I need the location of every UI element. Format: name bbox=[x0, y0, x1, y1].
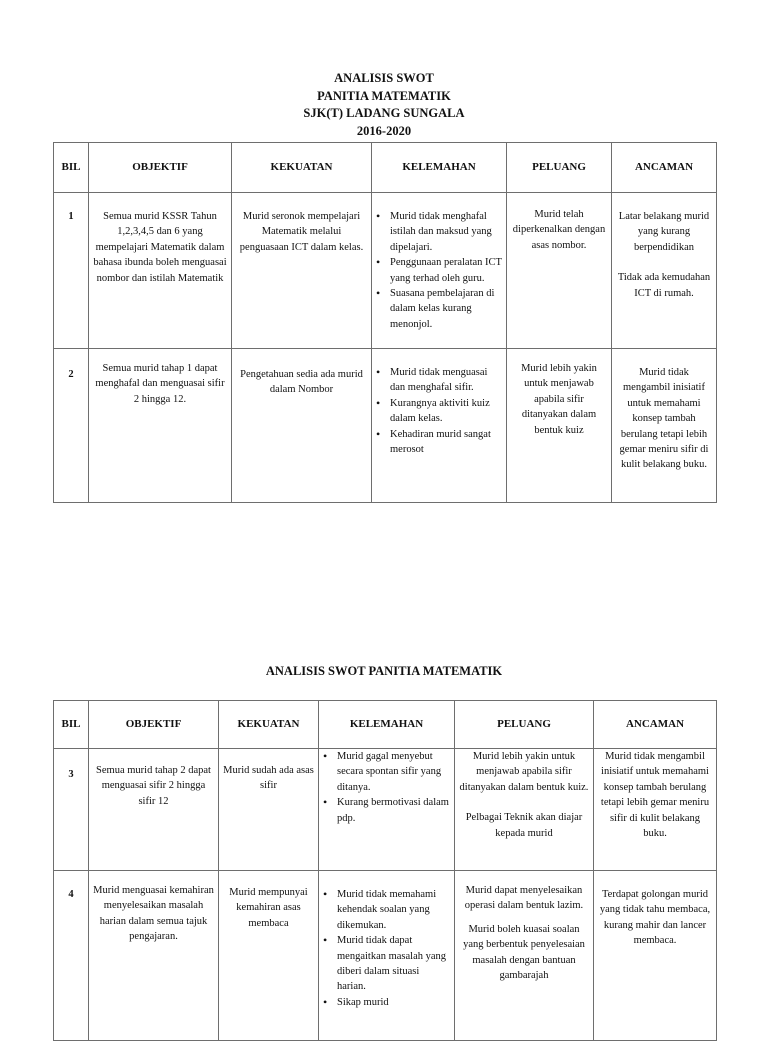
header-row bbox=[54, 701, 717, 749]
title-line: 2016-2020 bbox=[356, 123, 412, 138]
table-row bbox=[54, 193, 717, 349]
title-line: SJK(T) LADANG SUNGALA bbox=[303, 106, 465, 120]
ancaman-text: Latar belakang murid yang kurang berpendidikan bbox=[618, 211, 710, 253]
cell-objektif: Semua murid KSSR Tahun 1,2,3,4,5 dan 6 yang mempelajari Matematik dalam bahasa ibunda boleh menguasai nombor dan istilah Matematik bbox=[89, 193, 232, 349]
cell-ancaman bbox=[612, 193, 717, 349]
title-line: PANITIA MATEMATIK bbox=[317, 88, 451, 103]
table-row bbox=[54, 749, 717, 871]
header-kekuatan: KEKUATAN bbox=[232, 143, 372, 193]
cell-kekuatan: Murid mempunyai kemahiran asas membaca bbox=[219, 871, 319, 1041]
list-item: • Murid tidak menghafal istilah dan maksud yang dipelajari. bbox=[390, 209, 502, 255]
list-item: • Sikap murid bbox=[337, 995, 450, 1010]
section-title: ANALISIS SWOT PANITIA MATEMATIK bbox=[265, 664, 503, 678]
swot-table-2 bbox=[53, 700, 717, 1041]
title-line: ANALISIS SWOT bbox=[334, 71, 434, 85]
header-kekuatan: KEKUATAN bbox=[219, 701, 319, 749]
document-title-block bbox=[0, 70, 768, 140]
cell-kelemahan bbox=[319, 749, 455, 871]
list-item: • Murid tidak menguasai dan menghafal sifir. bbox=[390, 365, 502, 396]
list-item: • Kurangnya aktiviti kuiz dalam kelas. bbox=[390, 396, 502, 427]
cell-kekuatan: Pengetahuan sedia ada murid dalam Nombor bbox=[232, 349, 372, 503]
cell-bil: 4 bbox=[54, 871, 89, 1041]
peluang-text: Pelbagai Teknik akan diajar kepada murid bbox=[465, 812, 583, 839]
peluang-text: Murid boleh kuasai soalan yang berbentuk penyelesaian masalah dengan bantuan gambarajah bbox=[463, 923, 585, 982]
cell-kekuatan: Murid seronok mempelajari Matematik melalui penguasaan ICT dalam kelas. bbox=[232, 193, 372, 349]
peluang-text: Murid lebih yakin untuk menjawab apabila sifir ditanyakan dalam bentuk kuiz. bbox=[459, 751, 589, 793]
cell-kekuatan: Murid sudah ada asas sifir bbox=[219, 749, 319, 871]
swot-table-1 bbox=[53, 142, 717, 503]
header-kelemahan: KELEMAHAN bbox=[372, 143, 507, 193]
cell-peluang bbox=[455, 749, 594, 871]
list-item: • Kehadiran murid sangat merosot bbox=[390, 427, 502, 458]
cell-ancaman: Murid tidak mengambil inisiatif untuk memahami konsep tambah berulang tetapi lebih gemar meniru sifir di kulit belakang buku. bbox=[612, 349, 717, 503]
cell-ancaman: Murid tidak mengambil inisiatif untuk memahami konsep tambah berulang tetapi lebih gemar meniru sifir di kulit belakang buku. bbox=[594, 749, 717, 871]
header-ancaman: ANCAMAN bbox=[612, 143, 717, 193]
list-item: • Murid gagal menyebut secara spontan sifir yang ditanya. bbox=[337, 749, 450, 795]
table-row bbox=[54, 349, 717, 503]
list-item: • Murid tidak dapat mengaitkan masalah yang diberi dalam situasi harian. bbox=[337, 933, 450, 995]
cell-bil: 3 bbox=[54, 749, 89, 871]
cell-ancaman: Terdapat golongan murid yang tidak tahu membaca, kurang mahir dan lancer membaca. bbox=[594, 871, 717, 1041]
cell-kelemahan bbox=[319, 871, 455, 1041]
cell-kelemahan bbox=[372, 193, 507, 349]
cell-peluang: Murid telah diperkenalkan dengan asas nombor. bbox=[507, 193, 612, 349]
cell-objektif: Murid menguasai kemahiran menyelesaikan masalah harian dalam semua tajuk pengajaran. bbox=[89, 871, 219, 1041]
header-peluang: PELUANG bbox=[455, 701, 594, 749]
cell-objektif: Semua murid tahap 2 dapat menguasai sifir 2 hingga sifir 12 bbox=[89, 749, 219, 871]
list-item: • Suasana pembelajaran di dalam kelas kurang menonjol. bbox=[390, 286, 502, 332]
cell-objektif: Semua murid tahap 1 dapat menghafal dan menguasai sifir 2 hingga 12. bbox=[89, 349, 232, 503]
cell-bil: 1 bbox=[54, 193, 89, 349]
header-objektif: OBJEKTIF bbox=[89, 701, 219, 749]
header-peluang: PELUANG bbox=[507, 143, 612, 193]
list-item: • Penggunaan peralatan ICT yang terhad oleh guru. bbox=[390, 255, 502, 286]
header-objektif: OBJEKTIF bbox=[89, 143, 232, 193]
header-ancaman: ANCAMAN bbox=[594, 701, 717, 749]
table-row bbox=[54, 871, 717, 1041]
list-item: • Kurang bermotivasi dalam pdp. bbox=[337, 795, 450, 826]
cell-peluang bbox=[455, 871, 594, 1041]
cell-peluang: Murid lebih yakin untuk menjawab apabila sifir ditanyakan dalam bentuk kuiz bbox=[507, 349, 612, 503]
header-bil: BIL bbox=[54, 143, 89, 193]
ancaman-text: Tidak ada kemudahan ICT di rumah. bbox=[617, 272, 711, 299]
header-kelemahan: KELEMAHAN bbox=[319, 701, 455, 749]
list-item: • Murid tidak memahami kehendak soalan yang dikemukan. bbox=[337, 887, 450, 933]
header-bil: BIL bbox=[54, 701, 89, 749]
cell-bil: 2 bbox=[54, 349, 89, 503]
peluang-text: Murid dapat menyelesaikan operasi dalam bentuk lazim. bbox=[464, 885, 584, 912]
cell-kelemahan bbox=[372, 349, 507, 503]
header-row bbox=[54, 143, 717, 193]
